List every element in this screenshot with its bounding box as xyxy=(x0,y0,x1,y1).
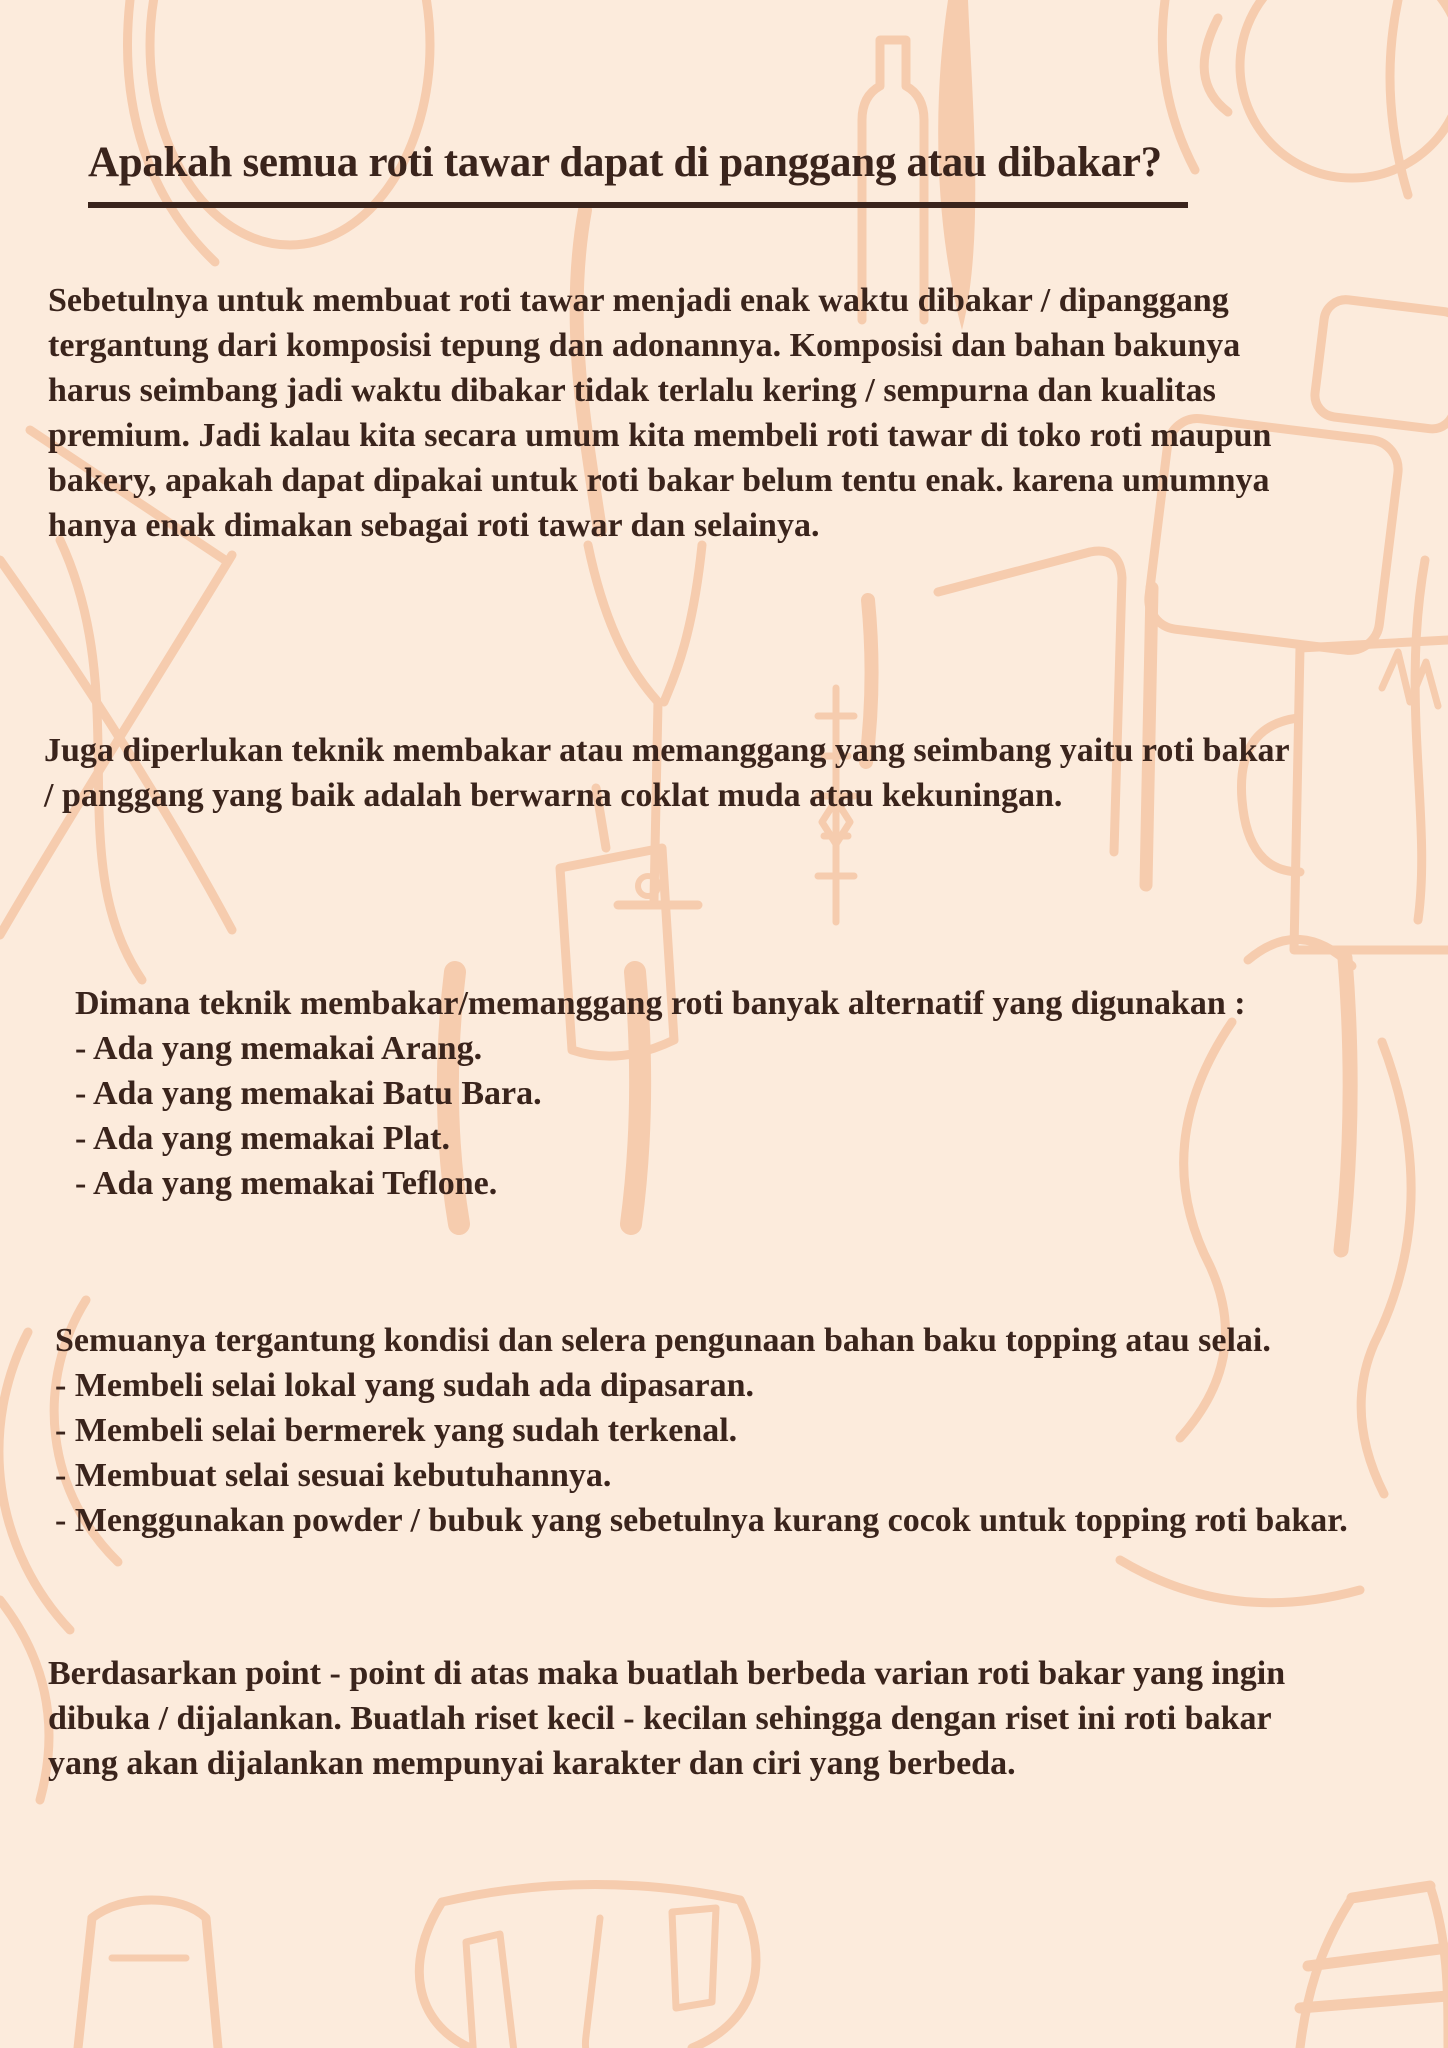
alternatives-heading: Dimana teknik membakar/memanggang roti banyak alternatif yang digunakan : xyxy=(75,985,1246,1022)
alternatives-item: - Ada yang memakai Plat. xyxy=(75,1120,450,1157)
intro-line: bakery, apakah dapat dipakai untuk roti bakar belum tentu enak. karena umumnya xyxy=(48,462,1270,499)
title-block xyxy=(88,138,1448,208)
intro-line: Sebetulnya untuk membuat roti tawar menjadi enak waktu dibakar / dipanggang xyxy=(48,282,1229,319)
banded-bottle-doodle-icon xyxy=(1300,1886,1448,2048)
toppings-item: - Membuat selai sesuai kebutuhannya. xyxy=(55,1457,612,1494)
intro-line: harus seimbang jadi waktu dibakar tidak terlalu kering / sempurna dan kualitas xyxy=(48,372,1216,409)
intro-line: hanya enak dimakan sebagai roti tawar dan selainya. xyxy=(48,507,820,544)
page-title: Apakah semua roti tawar dapat di panggang atau dibakar? xyxy=(88,138,1188,208)
toppings-item: - Menggunakan powder / bubuk yang sebetulnya kurang cocok untuk topping roti bakar. xyxy=(55,1502,1348,1539)
intro-line: premium. Jadi kalau kita secara umum kita membeli roti tawar di toko roti maupun xyxy=(48,417,1272,454)
pitcher-doodle-icon xyxy=(78,1900,218,2048)
toppings-heading: Semuanya tergantung kondisi dan selera pengunaan bahan baku topping atau selai. xyxy=(55,1322,1271,1359)
alternatives-section xyxy=(75,981,1448,1206)
closing-paragraph xyxy=(48,1651,1448,1786)
closing-line: Berdasarkan point - point di atas maka buatlah berbeda varian roti bakar yang ingin xyxy=(48,1655,1286,1692)
technique-paragraph xyxy=(44,728,1448,818)
technique-line: / panggang yang baik adalah berwarna coklat muda atau kekuningan. xyxy=(44,777,1063,814)
intro-paragraph xyxy=(48,278,1448,548)
toppings-item: - Membeli selai bermerek yang sudah terkenal. xyxy=(55,1412,738,1449)
alternatives-item: - Ada yang memakai Arang. xyxy=(75,1030,483,1067)
intro-line: tergantung dari komposisi tepung dan adonannya. Komposisi dan bahan bakunya xyxy=(48,327,1241,364)
alternatives-item: - Ada yang memakai Teflone. xyxy=(75,1165,498,1202)
spatula-doodle-icon xyxy=(419,1884,756,2048)
closing-line: dibuka / dijalankan. Buatlah riset kecil - kecilan sehingga dengan riset ini roti bakar xyxy=(48,1700,1272,1737)
technique-line: Juga diperlukan teknik membakar atau memanggang yang seimbang yaitu roti bakar xyxy=(44,732,1290,769)
closing-line: yang akan dijalankan mempunyai karakter dan ciri yang berbeda. xyxy=(48,1745,1016,1782)
toppings-section xyxy=(55,1318,1448,1543)
toppings-item: - Membeli selai lokal yang sudah ada dipasaran. xyxy=(55,1367,755,1404)
alternatives-item: - Ada yang memakai Batu Bara. xyxy=(75,1075,542,1112)
document-content xyxy=(0,138,1448,1786)
